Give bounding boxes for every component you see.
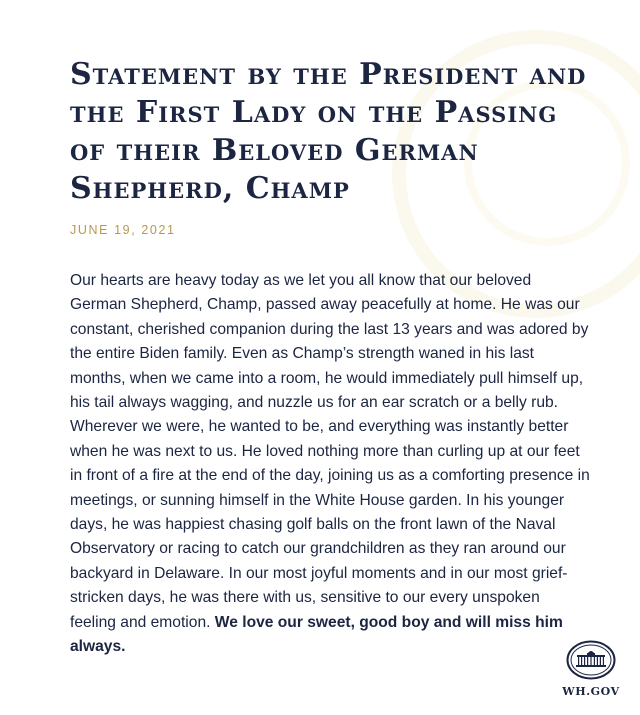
- statement-closing: We love our sweet, good boy and will miss him always.: [70, 613, 563, 656]
- statement-body: [70, 269, 590, 660]
- statement-date: JUNE 19, 2021: [70, 223, 176, 237]
- statement-title: Statement by the President and the First Lady on the Passing of their Beloved German Shepherd, Champ: [70, 57, 587, 206]
- statement-body-text: Our hearts are heavy today as we let you all know that our beloved German Shepherd, Champ, passed away peacefully at home. He was our constant, cherished companion during the last 13 years and was adored by the entire Biden family. Even as Champ’s strength waned in his last months, when we came into a room, he would immediately pull himself up, his tail always wagging, and nuzzle us for an ear scratch or a belly rub. Wherever we were, he wanted to be, and everything was instantly better when he was next to us. He loved nothing more than curling up at our feet in front of a fire at the end of the day, joining us as a comforting presence in meetings, or sunning himself in the White House garden. In his younger days, he was happiest chasing golf balls on the front lawn of the Naval Observatory or racing to catch our grandchildren as they ran around our backyard in Delaware. In our most joyful moments and in our most grief-stricken days, he was there with us, sensitive to our every unspoken feeling and emotion.: [70, 272, 590, 631]
- white-house-seal-icon: [566, 640, 616, 680]
- wh-gov-label: WH.GOV: [562, 685, 620, 698]
